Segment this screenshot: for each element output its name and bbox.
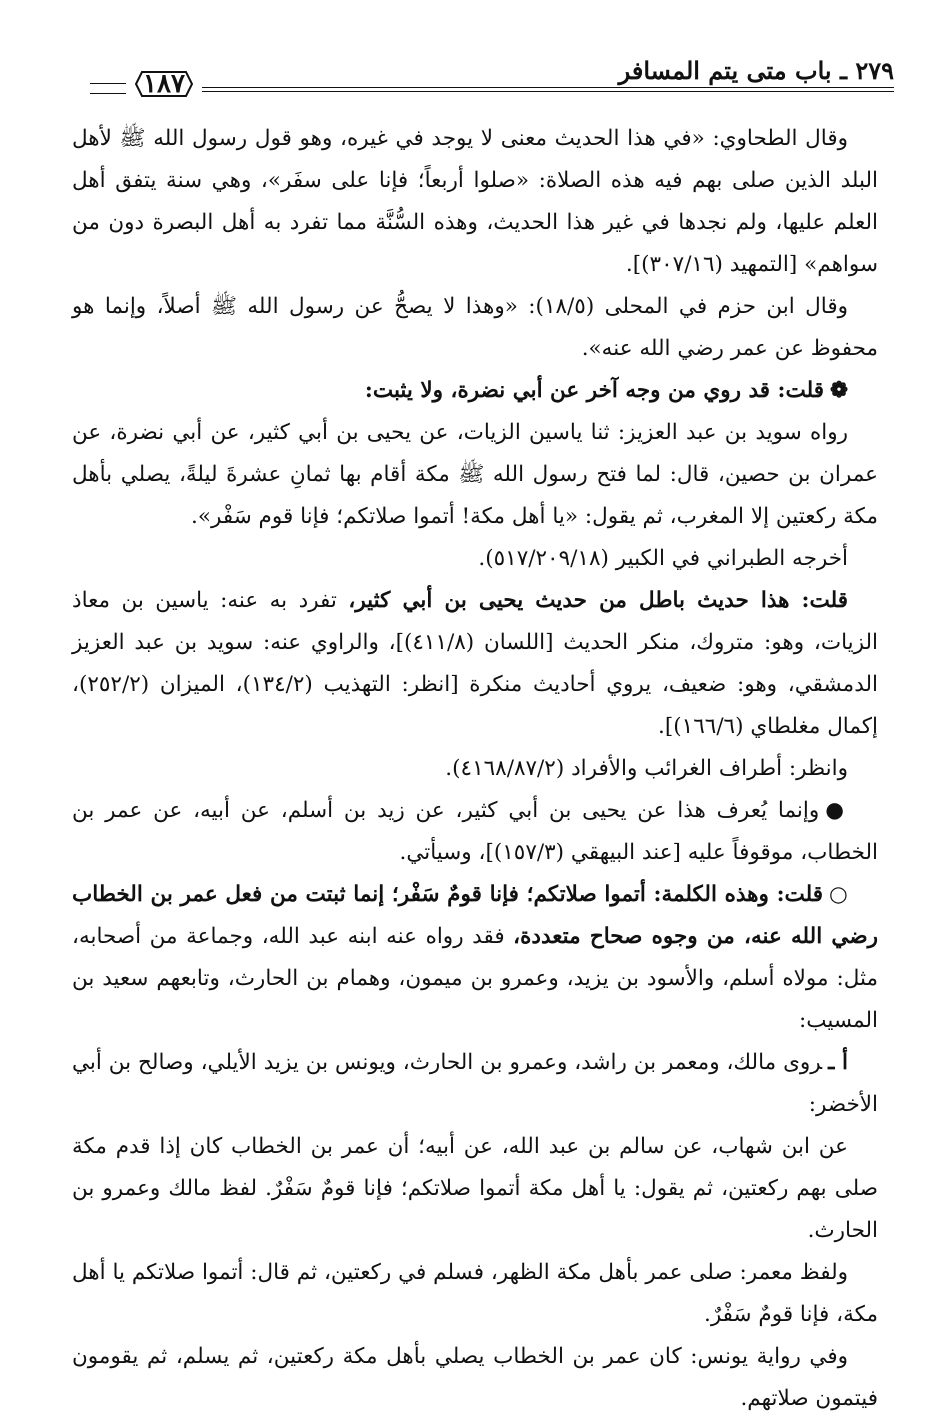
paragraph [72, 1336, 878, 1420]
paragraph [72, 1042, 878, 1126]
paragraph-text: قلت: قد روي من وجه آخر عن أبي نضرة، ولا يثبت: [364, 378, 824, 403]
paragraph [72, 1252, 878, 1336]
paragraph-lead: قلت: هذا حديث باطل من حديث يحيى بن أبي كثير، [348, 588, 848, 613]
paragraph-text: وقال ابن حزم في المحلى (١٨/٥): «وهذا لا يصحُّ عن رسول الله ﷺ أصلاً، وإنما هو محفوظ عن عمر رضي الله عنه». [72, 294, 878, 361]
page-number-frame [128, 66, 200, 102]
page-number: ١٨٧ [143, 69, 185, 99]
paragraph [72, 748, 878, 790]
page-header [84, 52, 894, 102]
paragraph [72, 412, 878, 538]
page-body [72, 118, 878, 1420]
paragraph-text: عن ابن شهاب، عن سالم بن عبد الله، عن أبيه؛ أن عمر بن الخطاب كان إذا قدم مكة صلى بهم ركعتين، ثم يقول: يا أهل مكة أتموا صلاتكم؛ فإنا قومٌ سَفْرٌ. لفظ مالك وعمرو بن الحارث. [72, 1134, 878, 1243]
paragraph-text: روى مالك، ومعمر بن راشد، وعمرو بن الحارث، ويونس بن يزيد الأيلي، وصالح بن أبي الأخضر: [72, 1050, 878, 1117]
paragraph [72, 538, 878, 580]
paragraph-text: تفرد به عنه: ياسين بن معاذ الزيات، وهو: متروك، منكر الحديث [اللسان (٤١١/٨)]، والراوي عنه: سويد بن عبد العزيز الدمشقي، وهو: ضعيف، يروي أحاديث منكرة [انظر: التهذيب (١٣٤/٢)، الميزان (٢٥٢/٢)، إكمال مغلطاي (١٦٦/٦)]. [72, 588, 879, 739]
flower-marker-icon: ❁ [829, 378, 848, 403]
paragraph-text: وفي رواية يونس: كان عمر بن الخطاب يصلي بأهل مكة ركعتين، ثم يسلم، ثم يقومون فيتمون صلاتهم. [72, 1344, 878, 1411]
paragraph-text: وإنما يُعرف هذا عن يحيى بن أبي كثير، عن زيد بن أسلم، عن أبيه، عن عمر بن الخطاب، موقوفاً عليه [عند البيهقي (١٥٧/٣)]، وسيأتي. [72, 798, 878, 865]
running-title: ٢٧٩ ـ باب متى يتم المسافر [618, 56, 894, 85]
page-number-ornament-lines [90, 83, 126, 94]
list-marker: أ ـ [828, 1050, 848, 1075]
paragraph [72, 286, 878, 370]
paragraph-text: ولفظ معمر: صلى عمر بأهل مكة الظهر، فسلم في ركعتين، ثم قال: أتموا صلاتكم يا أهل مكة، فإنا قومٌ سَفْرٌ. [72, 1260, 878, 1327]
bullet-icon: ● [825, 798, 848, 823]
paragraph-lead: قلت: وهذه الكلمة: أتموا صلاتكم؛ فإنا قومٌ سَفْر؛ إنما ثبتت من فعل عمر بن الخطاب رضي الله عنه، من وجوه صحاح متعددة، [72, 882, 878, 949]
paragraph-text: فقد رواه عنه ابنه عبد الله، وجماعة من أصحابه، مثل: مولاه أسلم، والأسود بن يزيد، وعمرو بن ميمون، وهمام بن الحارث، وتابعهم سعيد بن المسيب: [72, 924, 878, 1033]
paragraph-text: وقال الطحاوي: «في هذا الحديث معنى لا يوجد في غيره، وهو قول رسول الله ﷺ لأهل البلد الذين صلى بهم فيه هذه الصلاة: «صلوا أربعاً؛ فإنا على سفَر»، وهي سنة يتفق أهل العلم عليها، ولم نجدها في غير هذا الحديث، وهذه السُّنَّة مما تفرد به أهل البصرة دون من سواهم» [التمهيد (٣٠٧/١٦)]. [72, 126, 878, 277]
paragraph [72, 580, 878, 748]
paragraph [72, 874, 878, 1042]
paragraph-heading [72, 370, 878, 412]
paragraph [72, 1126, 878, 1252]
circle-marker-icon: ○ [829, 882, 848, 907]
paragraph-text: وانظر: أطراف الغرائب والأفراد (٤١٦٨/٨٧/٢). [445, 756, 848, 781]
paragraph [72, 790, 878, 874]
paragraph [72, 118, 878, 286]
paragraph-text: رواه سويد بن عبد العزيز: ثنا ياسين الزيات، عن يحيى بن أبي كثير، عن أبي نضرة، عن عمران بن حصين، قال: لما فتح رسول الله ﷺ مكة أقام بها ثمانِ عشرةَ ليلةً، يصلي بأهل مكة ركعتين إلا المغرب، ثم يقول: «يا أهل مكة! أتموا صلاتكم؛ فإنا قوم سَفْر». [72, 420, 878, 529]
header-rule [202, 87, 894, 88]
paragraph-text: أخرجه الطبراني في الكبير (٥١٧/٢٠٩/١٨). [478, 546, 848, 571]
header-rule-double [202, 91, 894, 92]
